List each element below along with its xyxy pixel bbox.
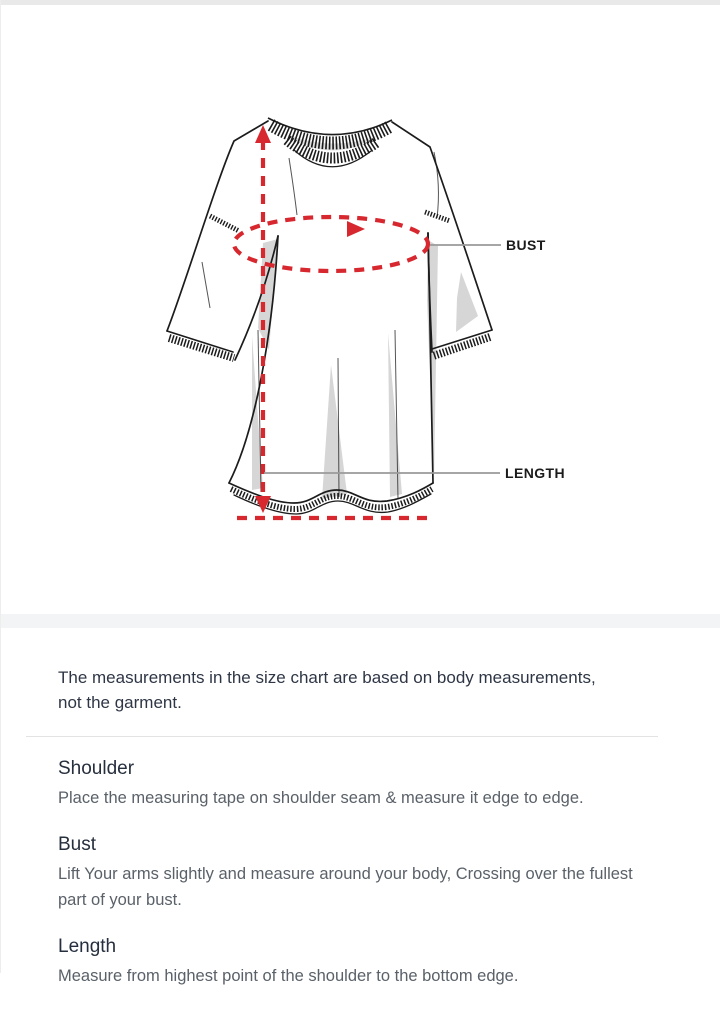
tshirt-measurement-diagram	[1, 5, 720, 560]
bust-label: BUST	[506, 237, 546, 253]
size-chart-note	[58, 665, 658, 715]
horizontal-divider	[26, 736, 658, 737]
arrow-right-icon	[347, 221, 365, 237]
length-label: LENGTH	[505, 465, 565, 481]
note-line-2: not the garment.	[58, 693, 182, 712]
length-section-body: Measure from highest point of the shoulder to the bottom edge.	[58, 967, 519, 985]
length-section-title: Length	[58, 936, 117, 957]
length-section	[58, 935, 636, 989]
tshirt-line-art	[1, 5, 720, 560]
shoulder-section-body: Place the measuring tape on shoulder seam & measure it edge to edge.	[58, 789, 584, 807]
note-line-1: The measurements in the size chart are based on body measurements,	[58, 668, 596, 687]
bust-section-body: Lift Your arms slightly and measure around your body, Crossing over the fullest part of your bust.	[58, 865, 633, 909]
section-divider-band	[1, 614, 720, 628]
collar-ribbing	[268, 118, 392, 167]
shoulder-section-title: Shoulder	[58, 758, 135, 779]
bust-section-title: Bust	[58, 834, 97, 855]
crease-lines	[202, 152, 438, 499]
leader-lines	[264, 245, 501, 473]
bust-section	[58, 833, 636, 913]
shoulder-section	[58, 757, 636, 811]
